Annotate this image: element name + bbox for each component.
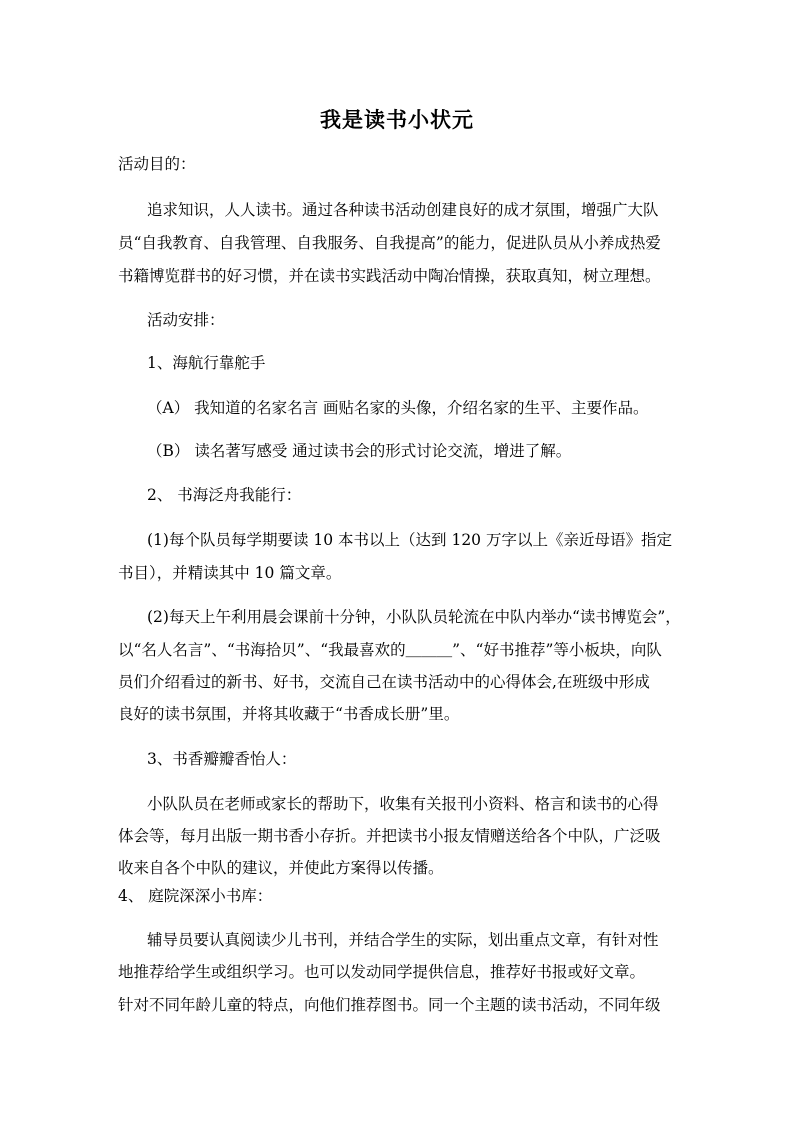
section2-p2-line: 良好的读书氛围，并将其收藏于“书香成长册”里。 [118, 705, 460, 723]
arrangement-heading: 活动安排： [147, 311, 225, 329]
section4-heading: 4、 庭院深深小书库： [118, 887, 273, 905]
section2-p2-line: (2)每天上午利用晨会课前十分钟，小队队员轮流在中队内举办“读书博览会”， [147, 608, 681, 626]
section1-item-a: （A） 我知道的名家名言 画贴名家的头像，介绍名家的生平、主要作品。 [147, 399, 649, 417]
section3-line: 小队队员在老师或家长的帮助下，收集有关报刊小资料、格言和读书的心得 [147, 795, 659, 813]
purpose-line: 书籍博览群书的好习惯，并在读书实践活动中陶冶情操，获取真知，树立理想。 [118, 267, 661, 285]
section4-line: 地推荐给学生或组织学习。也可以发动同学提供信息，推荐好书报或好文章。 [118, 963, 646, 981]
section4-line: 辅导员要认真阅读少儿书刊，并结合学生的实际，划出重点文章，有针对性 [147, 931, 659, 949]
section4-line: 针对不同年龄儿童的特点，向他们推荐图书。同一个主题的读书活动，不同年级 [118, 996, 661, 1014]
purpose-line: 员“自我教育、自我管理、自我服务、自我提高”的能力，促进队员从小养成热爱 [118, 234, 661, 252]
purpose-heading: 活动目的： [118, 155, 196, 173]
purpose-line: 追求知识，人人读书。通过各种读书活动创建良好的成才氛围，增强广大队 [147, 201, 659, 219]
section3-line: 体会等，每月出版一期书香小存折。并把读书小报友情赠送给各个中队，广泛吸 [118, 827, 661, 845]
section3-line: 收来自各个中队的建议，并使此方案得以传播。 [118, 859, 444, 877]
section2-p1-line: (1)每个队员每学期要读 10 本书以上（达到 120 万字以上《亲近母语》指定 [147, 531, 672, 549]
section2-p1-line: 书目），并精读其中 10 篇文章。 [118, 564, 342, 582]
section1-item-b: （B） 读名著写感受 通过读书会的形式讨论交流，增进了解。 [147, 442, 572, 460]
section1-heading: 1、海航行靠舵手 [147, 354, 266, 372]
section3-heading: 3、书香瓣瓣香怡人： [147, 750, 297, 768]
section2-p2-line: 员们介绍看过的新书、好书，交流自己在读书活动中的心得体会,在班级中形成 [118, 673, 650, 691]
document-title: 我是读书小状元 [320, 107, 474, 132]
section2-heading: 2、 书海泛舟我能行： [147, 486, 302, 504]
section2-p2-line: 以“名人名言”、“书海拾贝”、“我最喜欢的＿＿＿”、“好书推荐”等小板块，向队 [118, 641, 662, 659]
